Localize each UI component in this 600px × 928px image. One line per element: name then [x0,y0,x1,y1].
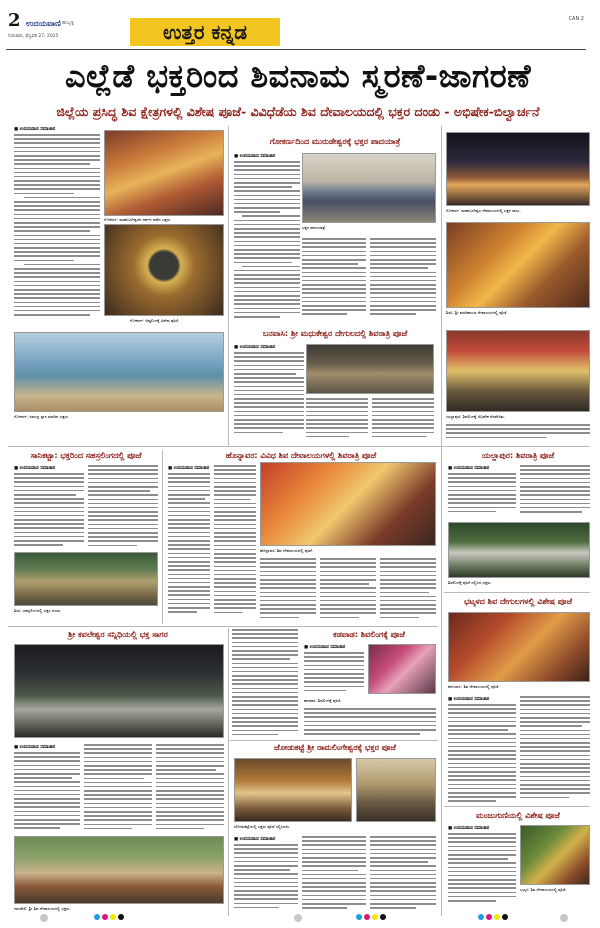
photo-padayatre [302,153,436,223]
registration-mark [364,914,370,920]
section-title: ಗೋಕರ್ಣದಿಂದ ಮುರುಡೇಶ್ವರಕ್ಕೆ ಭಕ್ತರ ಪಾದಯಾತ್ರೆ [269,137,401,146]
registration-mark [40,914,48,922]
section-title: ಹೊನ್ನಾವರ: ವಿವಿಧ ಶಿವ ದೇವಾಲಯಗಳಲ್ಲಿ ಶಿವರಾತ್ರಿ ಪೂಜೆ [225,451,377,460]
registration-mark [494,914,500,920]
photo-caption: ಗೋಕರ್ಣ: ಸಮುದ್ರ ಸ್ನಾನ ಮಾಡಿದ ಭಕ್ತರು. [14,414,70,419]
registration-mark [294,914,302,922]
photo-caption: ಹಳಿಯಾಳ: ಶಿವ ದೇವಾಲಯದಲ್ಲಿ ಪೂಜೆ. [448,684,500,689]
photo-yallapur-linga [448,522,590,578]
byline: ■ ಉದಯವಾಣಿ ಸಮಾಚಾರ [448,466,490,471]
registration-mark [372,914,378,920]
column-rule [441,126,442,916]
section-divider [444,592,590,593]
photo-caption: ಶಿವಲಿಂಗಕ್ಕೆ ಪೂಜೆ ಸಲ್ಲಿಸಿದ ಭಕ್ತರು. [448,580,492,585]
registration-mark [380,914,386,920]
registration-mark [560,914,568,922]
page-code: CAN 2 [568,16,584,22]
photo-karwar-linga [368,644,436,694]
article-text [370,836,436,914]
edition-banner: ಉತ್ತರ ಕನ್ನಡ [130,18,280,46]
article-text [260,558,316,624]
photo-gokarna-devotees [104,130,224,216]
photo-atmalinga-pooja [104,224,224,316]
photo-jodukatte-priests [356,758,436,822]
article-text [214,465,256,623]
registration-mark [94,914,100,920]
article-text [14,134,100,328]
byline: ■ ಉದಯವಾಣಿ ಸಮಾಚಾರ [14,127,56,132]
photo-caption: ಜೋಡುಕಟ್ಟೆಯಲ್ಲಿ ಭಕ್ತರು ಪೂಜೆ ಸಲ್ಲಿಸಿದರು. [234,824,291,829]
section-divider [444,806,590,807]
registration-mark [356,914,362,920]
byline: ■ ಉದಯವಾಣಿ ಸಮಾಚಾರ [168,466,210,471]
article-text [370,238,436,322]
article-text [380,558,436,624]
column-rule [228,628,229,916]
article-text [234,844,298,914]
article-text [302,836,366,914]
photo-kavaleshwar [14,644,224,738]
section-title: ಶ್ರೀ ಕವಲೇಶ್ವರ ಸನ್ನಿಧಿಯಲ್ಲಿ ಭಕ್ತ ಸಾಗರ [68,630,168,639]
byline: ■ ಉದಯವಾಣಿ ಸಮಾಚಾರ [448,697,490,702]
article-text [446,424,590,442]
newspaper-brand: ಉದಯವಾಣಿ [26,19,61,28]
section-title: ಮಂಜುಗುಣಿಯಲ್ಲಿ ವಿಶೇಷ ಪೂಜೆ [476,811,560,820]
byline: ■ ಉದಯವಾಣಿ ಸಮಾಚಾರ [448,826,490,831]
article-text [304,708,436,740]
section-title: ಕಡವಾಡ: ಶಿವಲಿಂಗಕ್ಕೆ ಪೂಜೆ [332,630,405,639]
article-text [520,465,590,519]
registration-mark [118,914,124,920]
registration-mark [110,914,116,920]
article-text [520,696,590,806]
photo-caption: ಕಾರವಾರ: ಶಿವಲಿಂಗಕ್ಕೆ ಪೂಜೆ. [304,698,342,703]
photo-caption: ಭಕ್ತರ ಪಾದಯಾತ್ರೆ [302,225,325,230]
photo-caption: ಶಿರಸಿ: ಸಹಸ್ರಲಿಂಗದಲ್ಲಿ ಭಕ್ತರ ದಂಡು. [14,608,62,613]
page-number: 2 [8,10,21,31]
article-text [448,473,516,519]
photo-dandeli-devotees [14,836,224,904]
article-text [88,465,158,551]
photo-sea-bath [14,332,224,412]
section-title: ಸಾನಿಕಟ್ಟಾ: ಭಕ್ತರಿಂದ ಸಹಸ್ರಲಿಂಗದಲ್ಲಿ ಪೂಜೆ [30,451,142,460]
article-text [448,833,516,905]
article-text [14,473,84,551]
article-text [448,704,516,806]
photo-caption: ಗೋಕರ್ಣ: ಮಹಾಬಲೇಶ್ವರ ದೇವಾಲಯದಲ್ಲಿ ಭಕ್ತರ ಸಾಲು. [446,208,521,213]
photo-caption: ಭಟ್ಕಳ: ಶಿವ ದೇವಾಲಯದಲ್ಲಿ ಪೂಜೆ. [520,887,567,892]
byline: ■ ಉದಯವಾಣಿ ಸಮಾಚಾರ [14,745,56,750]
article-text [372,398,434,440]
byline: ■ ಉದಯವಾಣಿ ಸಮಾಚಾರ [234,345,276,350]
photo-jodukatte [234,758,352,822]
photo-sahasralinga [14,552,158,606]
photo-caption: ಗೋಕರ್ಣ: ಆತ್ಮಲಿಂಗಕ್ಕೆ ವಿಶೇಷ ಪೂಜೆ. [130,318,180,323]
masthead-rule [6,49,586,50]
article-text [14,752,80,832]
lead-headline: ಎಲ್ಲೆಡೆ ಭಕ್ತರಿಂದ ಶಿವನಾಮ ಸ್ಮರಣೆ-ಜಾಗರಣೆ [65,57,531,95]
article-text [168,473,210,623]
photo-caption: ದಾಂಡೇಲಿ: ಶ್ರೀ ಶಿವ ದೇವಾಲಯದಲ್ಲಿ ಭಕ್ತರು. [14,906,71,911]
article-text [320,558,376,624]
column-rule [228,126,229,446]
photo-honnavar-pooja [260,462,436,546]
article-text [232,629,298,741]
registration-mark [502,914,508,920]
photo-caption: ಯಲ್ಲಾಪುರ: ಶಿವಲಿಂಗಕ್ಕೆ ಅಭಿಷೇಕ ನೆರವೇರಿತು. [446,414,506,419]
photo-gokarna-night [446,132,590,206]
article-text [306,398,368,440]
photo-caption: ಹೊನ್ನಾವರ: ಶಿವ ದೇವಾಲಯದಲ್ಲಿ ಪೂಜೆ. [260,548,314,553]
registration-mark [102,914,108,920]
brand-city: ಹುಬ್ಬಳ್ಳಿ [62,20,75,26]
photo-bhatkal-temple [520,825,590,885]
section-divider [8,626,438,627]
dateline: ಗುರುವಾರ, ಫೆಬ್ರವರಿ 27, 2025 [8,34,59,39]
byline: ■ ಉದಯವಾಣಿ ಸಮಾಚಾರ [14,466,56,471]
photo-caption: ಶಿರಸಿ: ಶ್ರೀ ಮಾರಿಕಾಂಬಾ ದೇವಾಲಯದಲ್ಲಿ ಪೂಜೆ. [446,310,508,315]
section-title: ಯಲ್ಲಾಪುರ: ಶಿವರಾತ್ರಿ ಪೂಜೆ [481,451,555,460]
article-text [234,161,300,319]
registration-mark [478,914,484,920]
lead-subhead: ಜಿಲ್ಲೆಯ ಪ್ರಸಿದ್ಧ ಶಿವ ಕ್ಷೇತ್ರಗಳಲ್ಲಿ ವಿಶೇಷ ಪೂಜೆ- ವಿವಿಧೆಡೆಯ ಶಿವ ದೇವಾಲಯದಲ್ಲಿ ಭಕ್ತರ ದಂಡು - ಅಭಿಷೇಕ-ಬಿಲ್ವಾರ್ಚನೆ [56,104,540,119]
article-text [234,352,304,440]
byline: ■ ಉದಯವಾಣಿ ಸಮಾಚಾರ [234,837,276,842]
byline: ■ ಉದಯವಾಣಿ ಸಮಾಚಾರ [234,154,276,159]
section-title: ಜೋಡುಕಟ್ಟೆ ಶ್ರೀ ರಾಮಲಿಂಗೇಶ್ವರಕ್ಕೆ ಭಕ್ತರ ಪೂಜೆ [274,743,396,752]
photo-caption: ಗೋಕರ್ಣ: ಮಹಾಬಲೇಶ್ವರನ ದರ್ಶನ ಪಡೆದ ಭಕ್ತರು. [104,217,172,222]
registration-mark [486,914,492,920]
section-title: ಬನವಾಸಿ: ಶ್ರೀ ಮಧುಕೇಶ್ವರ ದೇಗುಲದಲ್ಲಿ ಶಿವರಾತ್ರಿ ಪೂಜೆ [262,329,408,338]
section-divider [230,740,438,741]
column-rule [162,450,163,624]
photo-swamiji-pooja [446,222,590,308]
article-text [156,744,224,832]
section-divider [8,446,590,447]
photo-temple-crowd [446,330,590,412]
section-title: ಭಟ್ಕಳದ ಶಿವ ದೇಗುಲಗಳಲ್ಲಿ ವಿಶೇಷ ಪೂಜೆ [463,597,573,606]
photo-banavasi-temple [306,344,434,394]
article-text [304,652,364,696]
article-text [302,238,366,322]
photo-haliyal-temple [448,612,590,682]
article-text [84,744,152,832]
byline: ■ ಉದಯವಾಣಿ ಸಮಾಚಾರ [304,645,346,650]
